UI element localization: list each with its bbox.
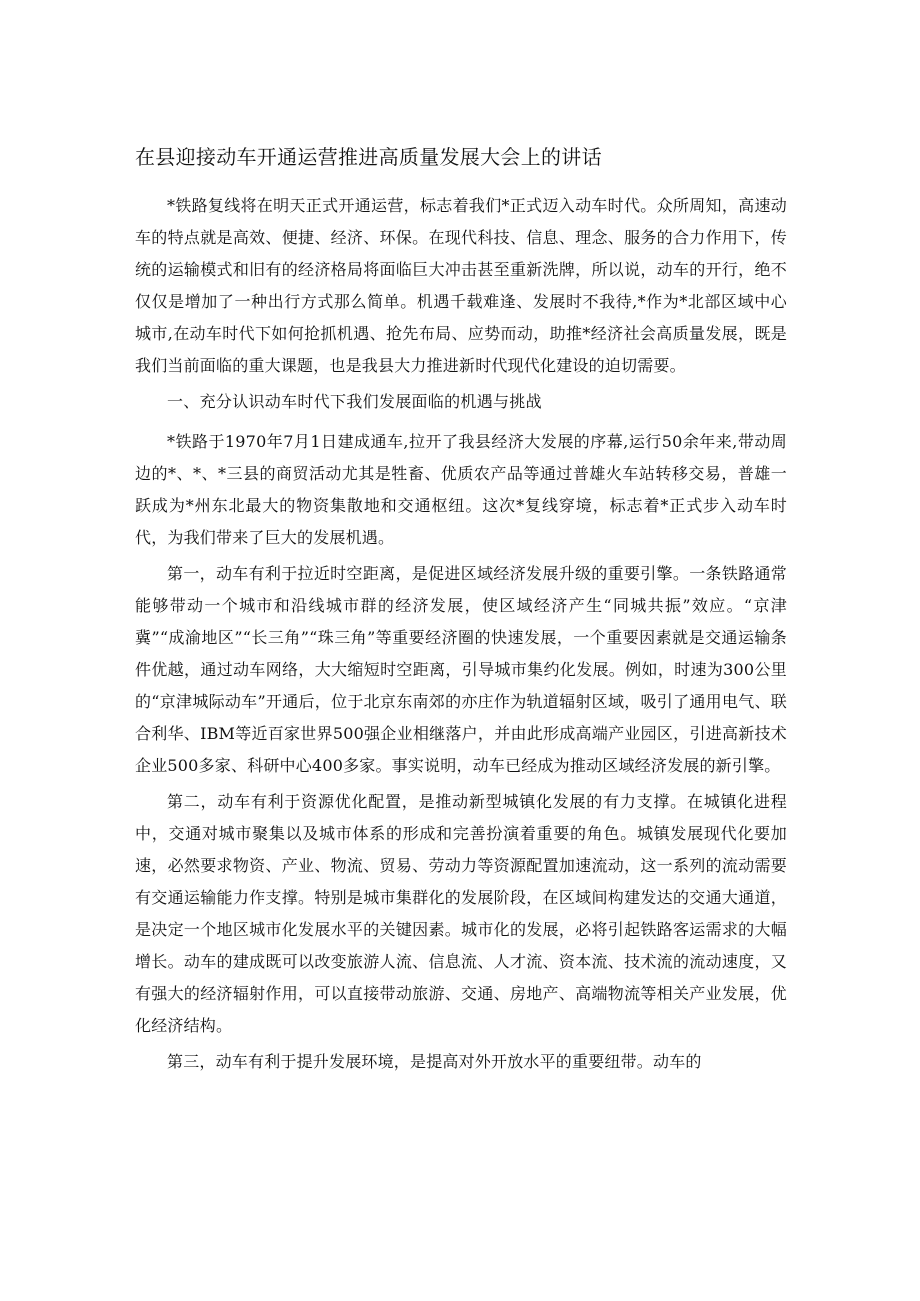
section-heading-1: 一、充分认识动车时代下我们发展面临的机遇与挑战 (167, 392, 542, 411)
document-page (135, 142, 787, 1082)
paragraph-railway-history: *铁路于1970年7月1日建成通车,拉开了我县经济大发展的序幕,运行50余年来,带动周边的*、*、*三县的商贸活动尤其是牲畜、优质农产品等通过普雄火车站转移交易，普雄一跃成为*州东北最大的物资集散地和交通枢纽。这次*复线穿境，标志着*正式步入动车时代，为我们带来了巨大的发展机遇。 (135, 432, 787, 547)
paragraph-second-point: 第二，动车有利于资源优化配置，是推动新型城镇化发展的有力支撑。在城镇化进程中，交通对城市聚集以及城市体系的形成和完善扮演着重要的角色。城镇发展现代化要加速，必然要求物资、产业、物流、贸易、劳动力等资源配置加速流动，这一系列的流动需要有交通运输能力作支撑。特别是城市集群化的发展阶段，在区域间构建发达的交通大通道，是决定一个地区城市化发展水平的关键因素。城市化的发展，必将引起铁路客运需求的大幅增长。动车的建成既可以改变旅游人流、信息流、人才流、资本流、技术流的流动速度，又有强大的经济辐射作用，可以直接带动旅游、交通、房地产、高端物流等相关产业发展，优化经济结构。 (135, 792, 787, 1035)
paragraph-third-point: 第三，动车有利于提升发展环境，是提高对外开放水平的重要纽带。动车的 (167, 1052, 702, 1071)
paragraph-intro: *铁路复线将在明天正式开通运营，标志着我们*正式迈入动车时代。众所周知，高速动车的特点就是高效、便捷、经济、环保。在现代科技、信息、理念、服务的合力作用下，传统的运输模式和旧有的经济格局将面临巨大冲击甚至重新洗牌，所以说，动车的开行，绝不仅仅是增加了一种出行方式那么简单。机遇千载难逢、发展时不我待,*作为*北部区域中心城市,在动车时代下如何抢抓机遇、抢先布局、应势而动，助推*经济社会高质量发展，既是我们当前面临的重大课题，也是我县大力推进新时代现代化建设的迫切需要。 (135, 196, 787, 375)
document-title: 在县迎接动车开通运营推进高质量发展大会上的讲话 (135, 145, 602, 169)
paragraph-first-point: 第一，动车有利于拉近时空距离，是促进区域经济发展升级的重要引擎。一条铁路通常能够带动一个城市和沿线城市群的经济发展，使区域经济产生“同城共振”效应。“京津冀”“成渝地区”“长三角”“珠三角”等重要经济圈的快速发展，一个重要因素就是交通运输条件优越，通过动车网络，大大缩短时空距离，引导城市集约化发展。例如，时速为300公里的“京津城际动车”开通后，位于北京东南郊的亦庄作为轨道辐射区域，吸引了通用电气、联合利华、IBM等近百家世界500强企业相继落户，并由此形成高端产业园区，引进高新技术企业500多家、科研中心400多家。事实说明，动车已经成为推动区域经济发展的新引擎。 (135, 564, 787, 775)
